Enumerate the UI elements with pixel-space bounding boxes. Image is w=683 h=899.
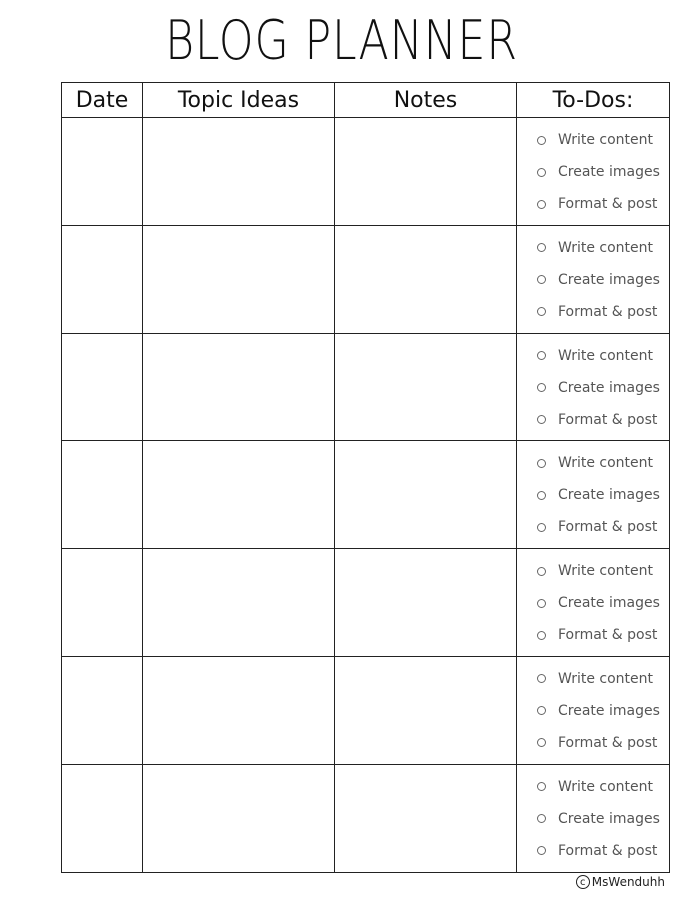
todo-label: Format & post bbox=[558, 411, 658, 428]
topic-cell[interactable] bbox=[143, 441, 335, 549]
todo-item[interactable] bbox=[517, 587, 669, 619]
planner-body bbox=[62, 118, 670, 873]
todo-list bbox=[517, 226, 669, 328]
circle-checkbox-icon[interactable] bbox=[537, 459, 546, 468]
date-cell[interactable] bbox=[62, 333, 143, 441]
todo-label: Format & post bbox=[558, 303, 658, 320]
circle-checkbox-icon[interactable] bbox=[537, 738, 546, 747]
todo-item[interactable] bbox=[517, 835, 669, 867]
header-row bbox=[62, 83, 670, 118]
todo-list bbox=[517, 765, 669, 867]
notes-cell[interactable] bbox=[335, 333, 517, 441]
circle-checkbox-icon[interactable] bbox=[537, 351, 546, 360]
todo-label: Format & post bbox=[558, 196, 658, 212]
circle-checkbox-icon[interactable] bbox=[537, 136, 546, 145]
todo-item[interactable] bbox=[517, 803, 669, 835]
todo-list bbox=[517, 118, 669, 220]
todo-label: Create images bbox=[558, 164, 660, 180]
todo-item[interactable] bbox=[517, 156, 669, 188]
topic-cell[interactable] bbox=[143, 764, 335, 872]
circle-checkbox-icon[interactable] bbox=[537, 275, 546, 284]
todo-label: Write content bbox=[558, 347, 654, 364]
date-cell[interactable] bbox=[62, 656, 143, 764]
todo-item[interactable] bbox=[517, 555, 669, 587]
footer-credit bbox=[576, 875, 665, 889]
todo-label: Write content bbox=[558, 455, 654, 472]
todo-item[interactable] bbox=[517, 264, 669, 296]
todo-item[interactable] bbox=[517, 296, 669, 328]
planner-row bbox=[62, 225, 670, 333]
author-name: MsWenduhh bbox=[591, 875, 665, 889]
todo-item[interactable] bbox=[517, 619, 669, 651]
todo-label: Create images bbox=[558, 595, 660, 612]
todo-list bbox=[517, 441, 669, 543]
todo-label: Write content bbox=[558, 563, 654, 580]
circle-checkbox-icon[interactable] bbox=[537, 782, 546, 791]
planner-row bbox=[62, 656, 670, 764]
todos-cell bbox=[517, 225, 670, 333]
notes-cell[interactable] bbox=[335, 656, 517, 764]
todo-label: Write content bbox=[558, 239, 654, 256]
todo-label: Create images bbox=[558, 702, 660, 719]
todo-label: Format & post bbox=[558, 519, 658, 536]
todos-cell bbox=[517, 549, 670, 657]
todo-item[interactable] bbox=[517, 663, 669, 695]
todo-label: Write content bbox=[558, 778, 654, 795]
todo-label: Format & post bbox=[558, 842, 658, 859]
planner-row bbox=[62, 333, 670, 441]
copyright-icon: c bbox=[576, 875, 590, 889]
circle-checkbox-icon[interactable] bbox=[537, 415, 546, 424]
topic-cell[interactable] bbox=[143, 333, 335, 441]
circle-checkbox-icon[interactable] bbox=[537, 846, 546, 855]
topic-cell[interactable] bbox=[143, 549, 335, 657]
circle-checkbox-icon[interactable] bbox=[537, 243, 546, 252]
date-cell[interactable] bbox=[62, 549, 143, 657]
todo-label: Create images bbox=[558, 379, 660, 396]
todo-label: Create images bbox=[558, 487, 660, 504]
notes-cell[interactable] bbox=[335, 225, 517, 333]
todo-list bbox=[517, 549, 669, 651]
circle-checkbox-icon[interactable] bbox=[537, 383, 546, 392]
topic-cell[interactable] bbox=[143, 225, 335, 333]
planner-table bbox=[61, 82, 670, 873]
planner-row bbox=[62, 441, 670, 549]
todo-label: Create images bbox=[558, 271, 660, 288]
todo-item[interactable] bbox=[517, 404, 669, 436]
circle-checkbox-icon[interactable] bbox=[537, 567, 546, 576]
page-title: BLOG PLANNER bbox=[165, 9, 518, 72]
todo-item[interactable] bbox=[517, 511, 669, 543]
notes-cell[interactable] bbox=[335, 118, 517, 226]
todo-item[interactable] bbox=[517, 372, 669, 404]
topic-cell[interactable] bbox=[143, 118, 335, 226]
todo-label: Write content bbox=[558, 132, 654, 148]
todo-label: Format & post bbox=[558, 627, 658, 644]
todos-cell bbox=[517, 656, 670, 764]
todo-label: Write content bbox=[558, 670, 654, 687]
date-cell[interactable] bbox=[62, 225, 143, 333]
header-notes: Notes bbox=[335, 83, 517, 118]
todo-item[interactable] bbox=[517, 771, 669, 803]
todos-cell bbox=[517, 764, 670, 872]
todo-item[interactable] bbox=[517, 232, 669, 264]
date-cell[interactable] bbox=[62, 764, 143, 872]
todo-list bbox=[517, 657, 669, 759]
todos-cell bbox=[517, 333, 670, 441]
circle-checkbox-icon[interactable] bbox=[537, 814, 546, 823]
todo-item[interactable] bbox=[517, 188, 669, 220]
notes-cell[interactable] bbox=[335, 441, 517, 549]
circle-checkbox-icon[interactable] bbox=[537, 674, 546, 683]
planner-row bbox=[62, 549, 670, 657]
planner-row bbox=[62, 118, 670, 226]
planner-row bbox=[62, 764, 670, 872]
todo-item[interactable] bbox=[517, 479, 669, 511]
circle-checkbox-icon[interactable] bbox=[537, 631, 546, 640]
todo-label: Create images bbox=[558, 810, 660, 827]
circle-checkbox-icon[interactable] bbox=[537, 599, 546, 608]
notes-cell[interactable] bbox=[335, 549, 517, 657]
todo-label: Format & post bbox=[558, 734, 658, 751]
date-cell[interactable] bbox=[62, 441, 143, 549]
todo-list bbox=[517, 334, 669, 436]
notes-cell[interactable] bbox=[335, 764, 517, 872]
todo-item[interactable] bbox=[517, 124, 669, 156]
todo-item[interactable] bbox=[517, 695, 669, 727]
header-topic-ideas: Topic Ideas bbox=[143, 83, 335, 118]
header-todos: To-Dos: bbox=[517, 83, 670, 118]
todo-item[interactable] bbox=[517, 727, 669, 759]
date-cell[interactable] bbox=[62, 118, 143, 226]
circle-checkbox-icon[interactable] bbox=[537, 706, 546, 715]
circle-checkbox-icon[interactable] bbox=[537, 491, 546, 500]
circle-checkbox-icon[interactable] bbox=[537, 168, 546, 177]
circle-checkbox-icon[interactable] bbox=[537, 523, 546, 532]
todos-cell bbox=[517, 118, 670, 226]
header-date: Date bbox=[62, 83, 143, 118]
topic-cell[interactable] bbox=[143, 656, 335, 764]
todo-item[interactable] bbox=[517, 340, 669, 372]
circle-checkbox-icon[interactable] bbox=[537, 200, 546, 209]
circle-checkbox-icon[interactable] bbox=[537, 307, 546, 316]
todo-item[interactable] bbox=[517, 447, 669, 479]
todos-cell bbox=[517, 441, 670, 549]
